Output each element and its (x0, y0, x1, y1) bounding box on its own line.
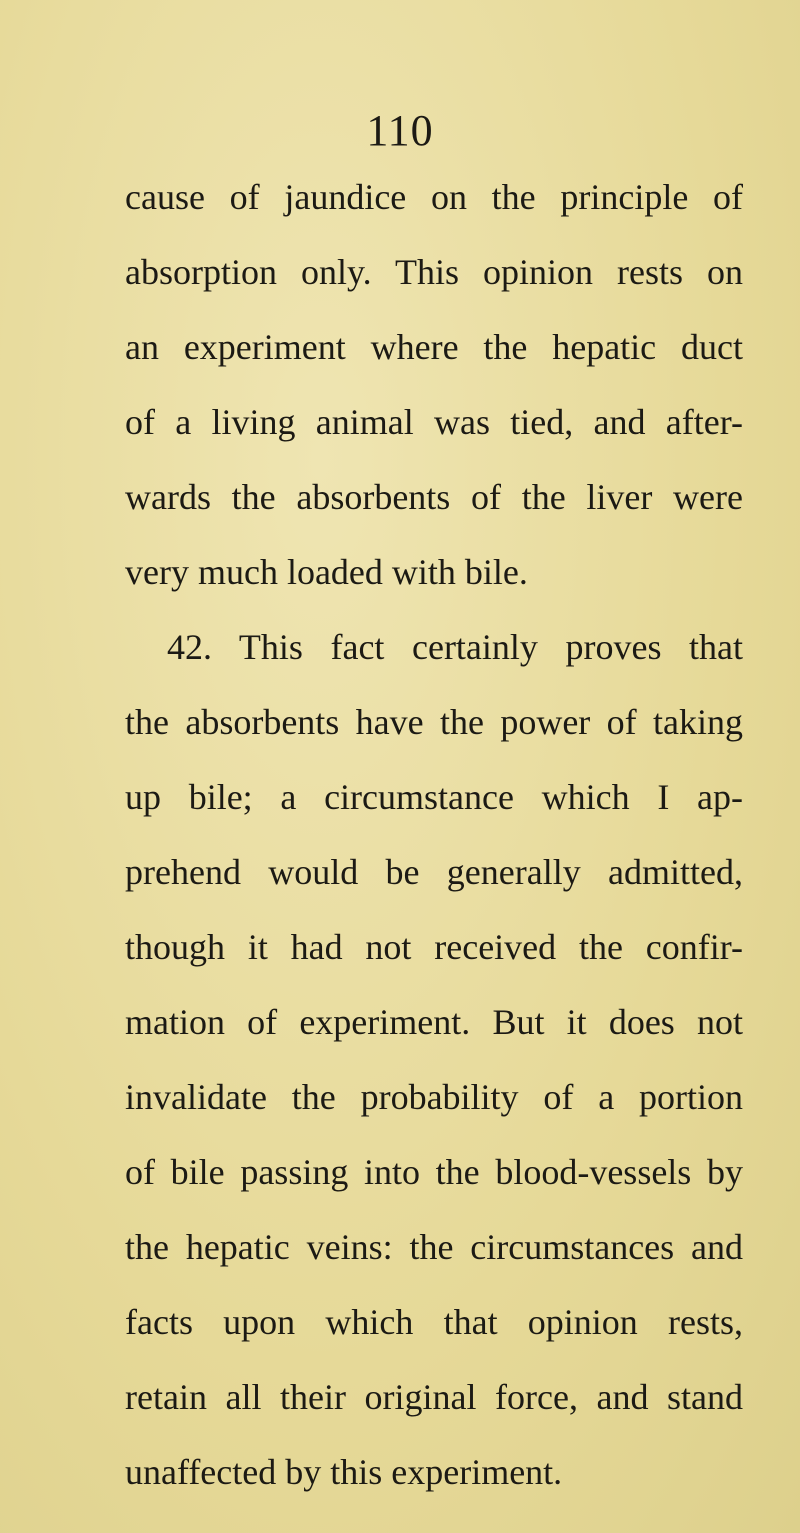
text-line: prehend would be generally admitted, (125, 852, 743, 892)
text-line: the hepatic veins: the circumstances and (125, 1227, 743, 1267)
text-line: absorption only. This opinion rests on (125, 252, 743, 292)
text-line: retain all their original force, and stand (125, 1377, 743, 1417)
text-line: an experiment where the hepatic duct (125, 327, 743, 367)
text-line: mation of experiment. But it does not (125, 1002, 743, 1042)
text-line: the absorbents have the power of taking (125, 702, 743, 742)
page-number: 110 (366, 106, 434, 155)
text-line: unaffected by this experiment. (125, 1452, 563, 1492)
text-line: cause of jaundice on the principle of (125, 177, 743, 217)
text-line: up bile; a circumstance which I ap- (125, 777, 743, 817)
text-line: though it had not received the confir- (125, 927, 743, 967)
text-line: of bile passing into the blood-vessels by (125, 1152, 743, 1192)
page-body-text (125, 160, 743, 1510)
text-line: of a living animal was tied, and after- (125, 402, 743, 442)
text-line: wards the absorbents of the liver were (125, 477, 743, 517)
text-line: invalidate the probability of a portion (125, 1077, 743, 1117)
paragraph-start-line: 42. This fact certainly proves that (167, 627, 743, 667)
text-line: very much loaded with bile. (125, 552, 528, 592)
text-line: facts upon which that opinion rests, (125, 1302, 743, 1342)
